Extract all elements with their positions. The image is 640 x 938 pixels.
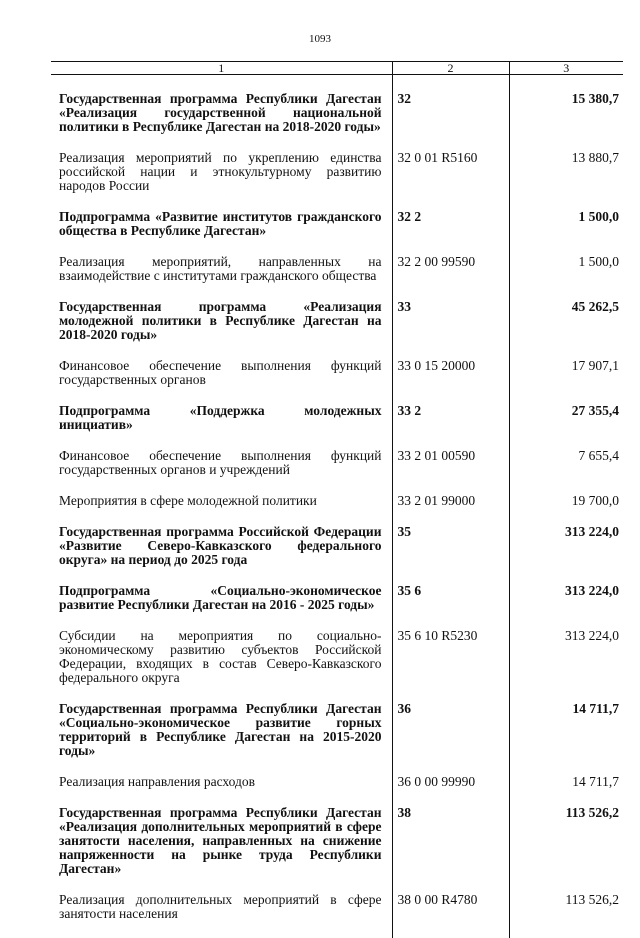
table-row [51,404,623,449]
row-code: 33 0 15 20000 [392,359,509,404]
row-name: Подпрограмма «Социально-экономическое развитие Республики Дагестан на 2016 - 2025 годы» [51,584,392,629]
row-code: 35 [392,525,509,584]
row-amount: 17 907,1 [509,359,623,404]
row-amount: 15 380,7 [509,75,623,152]
column-number-3: 3 [509,62,623,75]
row-amount: 313 224,0 [509,584,623,629]
row-amount: 13 880,7 [509,151,623,210]
row-code: 33 2 01 99000 [392,494,509,525]
row-amount: 14 711,7 [509,775,623,806]
row-amount: 7 655,4 [509,449,623,494]
row-code: 32 0 01 R5160 [392,151,509,210]
table-row [51,702,623,775]
row-name: Реализация дополнительных мероприятий в сфере занятости населения [51,893,392,938]
table-row [51,359,623,404]
table-row [51,525,623,584]
table-row [51,806,623,893]
table-row [51,255,623,300]
column-number-row [51,62,623,75]
column-number-2: 2 [392,62,509,75]
row-amount: 1 500,0 [509,210,623,255]
row-name: Реализация направления расходов [51,775,392,806]
row-amount: 45 262,5 [509,300,623,359]
row-amount: 19 700,0 [509,494,623,525]
table-row [51,449,623,494]
row-name: Государственная программа Российской Федерации «Развитие Северо-Кавказского федерального округа» на период до 2025 года [51,525,392,584]
row-name: Подпрограмма «Поддержка молодежных инициатив» [51,404,392,449]
row-name: Мероприятия в сфере молодежной политики [51,494,392,525]
row-code: 38 0 00 R4780 [392,893,509,938]
table-row [51,893,623,938]
row-name: Государственная программа Республики Дагестан «Реализация государственной национальной политики в Республике Дагестан на 2018-2020 годы» [51,75,392,152]
table-row [51,629,623,702]
row-amount: 113 526,2 [509,893,623,938]
row-name: Подпрограмма «Развитие институтов гражданского общества в Республике Дагестан» [51,210,392,255]
row-name: Государственная программа «Реализация молодежной политики в Республике Дагестан на 2018-2020 годы» [51,300,392,359]
row-code: 38 [392,806,509,893]
page-number: 1093 [0,33,640,45]
row-amount: 313 224,0 [509,629,623,702]
row-amount: 1 500,0 [509,255,623,300]
column-number-1: 1 [51,62,392,75]
row-code: 33 2 01 00590 [392,449,509,494]
table-row [51,584,623,629]
row-amount: 313 224,0 [509,525,623,584]
row-code: 33 [392,300,509,359]
table-row [51,75,623,152]
row-name: Государственная программа Республики Дагестан «Социально-экономическое развитие горных территорий в Республике Дагестан на 2015-2020 годы» [51,702,392,775]
row-name: Субсидии на мероприятия по социально-экономическому развитию субъектов Российской Федерации, входящих в состав Северо-Кавказского федерального округа [51,629,392,702]
budget-table-body [51,75,623,938]
row-amount: 27 355,4 [509,404,623,449]
row-code: 36 [392,702,509,775]
row-name: Финансовое обеспечение выполнения функций государственных органов и учреждений [51,449,392,494]
row-code: 32 [392,75,509,152]
table-row [51,775,623,806]
table-row [51,151,623,210]
row-name: Финансовое обеспечение выполнения функций государственных органов [51,359,392,404]
row-code: 35 6 [392,584,509,629]
row-name: Реализация мероприятий, направленных на взаимодействие с институтами гражданского общества [51,255,392,300]
row-name: Государственная программа Республики Дагестан «Реализация дополнительных мероприятий в сфере занятости населения, направленных на снижение напряженности на рынке труда Республики Дагестан» [51,806,392,893]
row-code: 32 2 00 99590 [392,255,509,300]
row-name: Реализация мероприятий по укреплению единства российской нации и этнокультурному развитию народов России [51,151,392,210]
row-code: 36 0 00 99990 [392,775,509,806]
table-row [51,210,623,255]
table-row [51,300,623,359]
row-code: 35 6 10 R5230 [392,629,509,702]
row-code: 33 2 [392,404,509,449]
row-amount: 14 711,7 [509,702,623,775]
table-row [51,494,623,525]
row-amount: 113 526,2 [509,806,623,893]
row-code: 32 2 [392,210,509,255]
budget-table [51,61,623,938]
